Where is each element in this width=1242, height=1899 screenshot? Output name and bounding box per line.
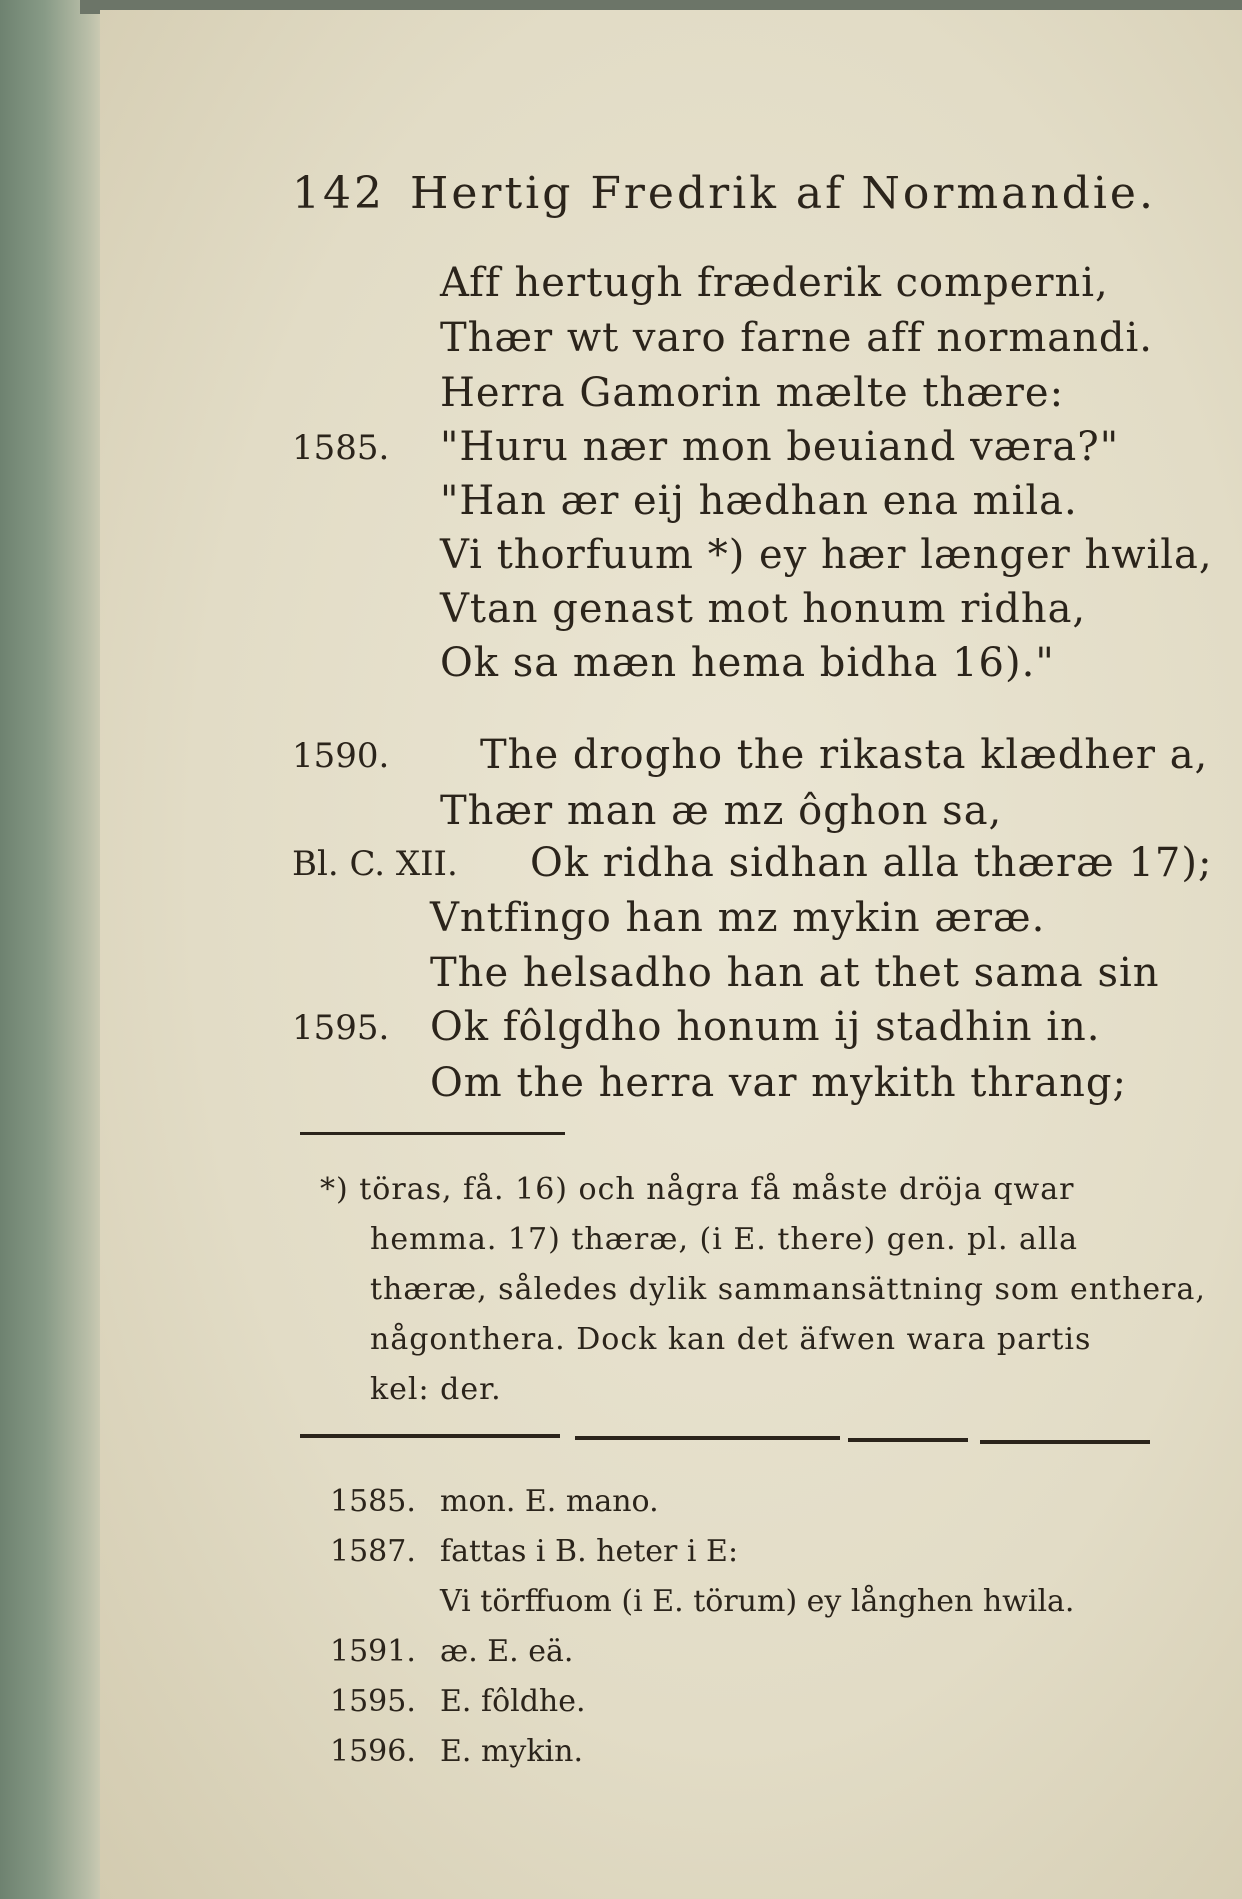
verse-line: Ok fôlgdho honum ij stadhin in.	[430, 1004, 1101, 1050]
variant-text: Vi törffuom (i E. törum) ey långhen hwila.	[440, 1584, 1075, 1619]
footnote-line: thæræ, således dylik sammansättning som enthera,	[370, 1272, 1206, 1307]
variant-text: E. mykin.	[440, 1734, 583, 1769]
verse-line: Om the herra var mykith thrang;	[430, 1060, 1127, 1106]
verse-line: Thær wt varo farne aff normandi.	[440, 315, 1153, 361]
verse-line: Ok sa mæn hema bidha 16)."	[440, 640, 1055, 686]
page-gutter	[0, 0, 110, 1899]
footnote-line: hemma. 17) thæræ, (i E. there) gen. pl. alla	[370, 1222, 1078, 1257]
variant-text: E. fôldhe.	[440, 1684, 586, 1719]
variant-line-number: 1587.	[330, 1534, 416, 1569]
variant-text: mon. E. mano.	[440, 1484, 659, 1519]
footnote-line: *) töras, få. 16) och några få måste dröja qwar	[320, 1172, 1075, 1207]
verse-line: "Huru nær mon beuiand væra?"	[440, 424, 1120, 470]
line-number: 1595.	[292, 1008, 390, 1048]
verse-line: Vntfingo han mz mykin æræ.	[430, 895, 1046, 941]
variant-line-number: 1591.	[330, 1634, 416, 1669]
running-title: Hertig Fredrik af Normandie.	[410, 168, 1156, 219]
variant-text: æ. E. eä.	[440, 1634, 574, 1669]
variant-line-number: 1595.	[330, 1684, 416, 1719]
verse-line: Vtan genast mot honum ridha,	[440, 586, 1087, 632]
page-number: 142	[292, 168, 385, 219]
line-number: 1585.	[292, 428, 390, 468]
verse-line: Thær man æ mz ôghon sa,	[440, 788, 1003, 834]
verse-line: Herra Gamorin mælte thære:	[440, 370, 1065, 416]
variant-line-number: 1596.	[330, 1734, 416, 1769]
verse-line: Aff hertugh fræderik comperni,	[440, 260, 1109, 306]
footnote-line: kel: der.	[370, 1372, 502, 1407]
variant-line-number: 1585.	[330, 1484, 416, 1519]
verse-line: Ok ridha sidhan alla thæræ 17);	[530, 840, 1213, 886]
verse-line: The drogho the rikasta klædher a,	[480, 732, 1209, 778]
variant-text: fattas i B. heter i E:	[440, 1534, 739, 1569]
signature-mark: Bl. C. XII.	[292, 844, 458, 884]
footnote-rule	[300, 1132, 565, 1135]
verse-line: The helsadho han at thet sama sin	[430, 950, 1160, 996]
verse-line: "Han ær eij hædhan ena mila.	[440, 478, 1078, 524]
footnote-line: någonthera. Dock kan det äfwen wara partis	[370, 1322, 1092, 1357]
verse-line: Vi thorfuum *) ey hær længer hwila,	[440, 532, 1213, 578]
line-number: 1590.	[292, 736, 390, 776]
